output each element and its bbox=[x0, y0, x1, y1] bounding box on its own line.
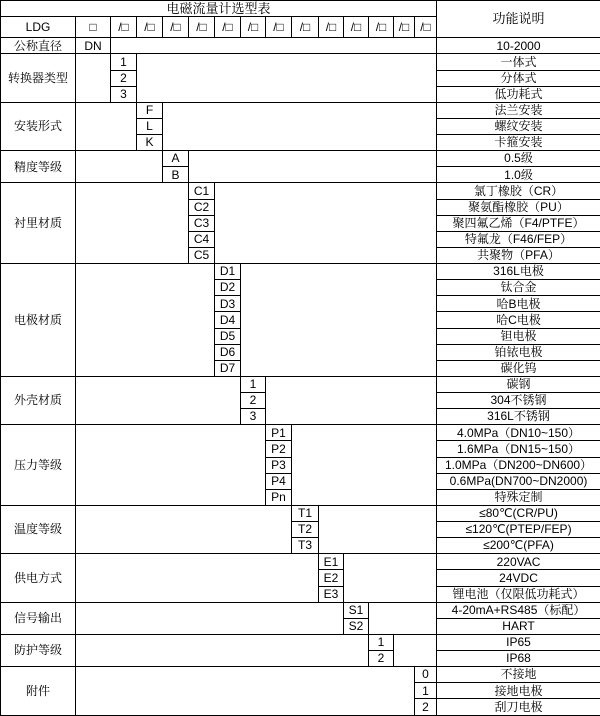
code-cell: Pn bbox=[266, 489, 292, 505]
code-cell: S2 bbox=[344, 618, 369, 634]
code-cell: C3 bbox=[189, 215, 215, 231]
code-cell: P3 bbox=[266, 457, 292, 473]
table-title: 电磁流量计选型表 bbox=[1, 1, 437, 17]
blank-cell bbox=[163, 102, 437, 150]
code-cell: 2 bbox=[241, 393, 266, 409]
blank-cell bbox=[76, 102, 137, 150]
desc-cell: 1.0级 bbox=[437, 167, 600, 183]
blank-cell bbox=[137, 54, 437, 102]
desc-cell: 接地电极 bbox=[437, 683, 600, 699]
desc-cell: ≤120℃(PTEP/FEP) bbox=[437, 522, 600, 538]
desc-cell: 聚氨酯橡胶（PU） bbox=[437, 199, 600, 215]
desc-cell: IP65 bbox=[437, 634, 600, 650]
desc-cell: 24VDC bbox=[437, 570, 600, 586]
code-cell: 2 bbox=[369, 651, 394, 667]
desc-cell: 304不锈钢 bbox=[437, 393, 600, 409]
code-cell: C1 bbox=[189, 183, 215, 199]
code-box-icon: /□ bbox=[163, 17, 189, 38]
code-cell: D1 bbox=[215, 264, 241, 280]
category-cell: 电极材质 bbox=[1, 264, 76, 377]
code-cell: D4 bbox=[215, 312, 241, 328]
desc-cell: 1.6MPa（DN15~150） bbox=[437, 441, 600, 457]
code-cell: T1 bbox=[292, 505, 319, 521]
code-cell: D5 bbox=[215, 328, 241, 344]
desc-cell: 特殊定制 bbox=[437, 489, 600, 505]
code-box-icon: /□ bbox=[344, 17, 369, 38]
table-row bbox=[1, 634, 600, 650]
category-cell: 公称直径 bbox=[1, 38, 76, 54]
category-cell: 安装形式 bbox=[1, 102, 76, 150]
category-cell: 防护等级 bbox=[1, 634, 76, 666]
table-row bbox=[1, 183, 600, 199]
blank-cell bbox=[369, 602, 437, 634]
code-box-icon: /□ bbox=[189, 17, 215, 38]
desc-cell: 0.5级 bbox=[437, 151, 600, 167]
desc-cell: 铂铱电极 bbox=[437, 344, 600, 360]
blank-cell bbox=[215, 183, 437, 264]
table-row bbox=[1, 264, 600, 280]
category-cell: 衬里材质 bbox=[1, 183, 76, 264]
category-cell: 外壳材质 bbox=[1, 376, 76, 424]
desc-cell: 螺纹安装 bbox=[437, 118, 600, 134]
desc-cell: 不接地 bbox=[437, 667, 600, 683]
code-cell: 2 bbox=[415, 699, 437, 716]
desc-cell: HART bbox=[437, 618, 600, 634]
category-cell: 温度等级 bbox=[1, 505, 76, 553]
code-cell: P1 bbox=[266, 425, 292, 441]
table-row bbox=[1, 554, 600, 570]
code-cell: K bbox=[137, 135, 163, 151]
desc-cell: 碳钢 bbox=[437, 376, 600, 392]
table-row bbox=[1, 376, 600, 392]
code-cell: 3 bbox=[111, 86, 137, 102]
code-cell: E3 bbox=[319, 586, 344, 602]
code-cell: E1 bbox=[319, 554, 344, 570]
desc-cell: 锂电池（仅限低功耗式） bbox=[437, 586, 600, 602]
blank-cell bbox=[292, 425, 437, 506]
desc-cell: 哈B电极 bbox=[437, 296, 600, 312]
table-row bbox=[1, 425, 600, 441]
code-cell: C4 bbox=[189, 231, 215, 247]
desc-cell: 一体式 bbox=[437, 54, 600, 70]
desc-cell: 哈C电极 bbox=[437, 312, 600, 328]
code-box-icon: /□ bbox=[292, 17, 319, 38]
desc-cell: 聚四氟乙烯（F4/PTFE） bbox=[437, 215, 600, 231]
table-row bbox=[1, 54, 600, 70]
code-cell: D6 bbox=[215, 344, 241, 360]
desc-cell: 4.0MPa（DN10~150） bbox=[437, 425, 600, 441]
blank-cell bbox=[111, 38, 437, 54]
desc-cell: 分体式 bbox=[437, 70, 600, 86]
code-cell: 1 bbox=[369, 634, 394, 650]
table-row bbox=[1, 38, 600, 54]
code-cell: L bbox=[137, 118, 163, 134]
blank-cell bbox=[76, 264, 215, 377]
desc-cell: IP68 bbox=[437, 651, 600, 667]
code-cell: B bbox=[163, 167, 189, 183]
code-cell: D2 bbox=[215, 280, 241, 296]
desc-cell: 碳化钨 bbox=[437, 360, 600, 376]
category-cell: 压力等级 bbox=[1, 425, 76, 506]
code-cell: 2 bbox=[111, 70, 137, 86]
code-box-icon: /□ bbox=[241, 17, 266, 38]
code-box-icon: /□ bbox=[111, 17, 137, 38]
desc-cell: 316L不锈钢 bbox=[437, 409, 600, 425]
code-cell: E2 bbox=[319, 570, 344, 586]
code-cell: 1 bbox=[415, 683, 437, 699]
code-cell: C5 bbox=[189, 247, 215, 263]
desc-cell: 220VAC bbox=[437, 554, 600, 570]
desc-cell: 刮刀电极 bbox=[437, 699, 600, 716]
table-row bbox=[1, 602, 600, 618]
desc-cell: 316L电极 bbox=[437, 264, 600, 280]
blank-cell bbox=[76, 151, 163, 183]
desc-cell: 氯丁橡胶（CR） bbox=[437, 183, 600, 199]
category-cell: 附件 bbox=[1, 667, 76, 716]
desc-cell: ≤80℃(CR/PU) bbox=[437, 505, 600, 521]
selection-table-body bbox=[1, 1, 600, 716]
desc-cell: ≤200℃(PFA) bbox=[437, 538, 600, 554]
blank-cell bbox=[319, 505, 437, 553]
code-box-icon: /□ bbox=[215, 17, 241, 38]
code-box-icon: □ bbox=[76, 17, 111, 38]
code-cell: S1 bbox=[344, 602, 369, 618]
blank-cell bbox=[241, 264, 437, 377]
blank-cell bbox=[76, 505, 292, 553]
desc-cell: 卡箍安装 bbox=[437, 135, 600, 151]
desc-cell: 低功耗式 bbox=[437, 86, 600, 102]
desc-cell: 4-20mA+RS485（标配） bbox=[437, 602, 600, 618]
table-row bbox=[1, 102, 600, 118]
code-cell: P2 bbox=[266, 441, 292, 457]
blank-cell bbox=[76, 54, 111, 102]
code-cell: T2 bbox=[292, 522, 319, 538]
blank-cell bbox=[76, 554, 319, 602]
desc-cell: 钛合金 bbox=[437, 280, 600, 296]
code-cell: 1 bbox=[241, 376, 266, 392]
code-box-icon: /□ bbox=[415, 17, 437, 38]
model-prefix: LDG bbox=[1, 17, 76, 38]
function-description-header: 功能说明 bbox=[437, 1, 600, 38]
table-row bbox=[1, 1, 600, 17]
code-cell: A bbox=[163, 151, 189, 167]
code-box-icon: /□ bbox=[137, 17, 163, 38]
desc-cell: 特氟龙（F46/FEP） bbox=[437, 231, 600, 247]
desc-cell: 共聚物（PFA） bbox=[437, 247, 600, 263]
blank-cell bbox=[189, 151, 437, 183]
table-row bbox=[1, 667, 600, 683]
blank-cell bbox=[76, 634, 369, 666]
code-cell: C2 bbox=[189, 199, 215, 215]
blank-cell bbox=[76, 602, 344, 634]
blank-cell bbox=[76, 376, 241, 424]
code-cell: T3 bbox=[292, 538, 319, 554]
blank-cell bbox=[76, 667, 415, 716]
desc-cell: 钽电极 bbox=[437, 328, 600, 344]
code-cell: 3 bbox=[241, 409, 266, 425]
code-cell: D7 bbox=[215, 360, 241, 376]
table-row bbox=[1, 505, 600, 521]
code-cell: P4 bbox=[266, 473, 292, 489]
desc-cell: 10-2000 bbox=[437, 38, 600, 54]
code-cell: 1 bbox=[111, 54, 137, 70]
code-cell: 0 bbox=[415, 667, 437, 683]
blank-cell bbox=[76, 183, 189, 264]
code-cell: D3 bbox=[215, 296, 241, 312]
table-row bbox=[1, 151, 600, 167]
category-cell: 转换器类型 bbox=[1, 54, 76, 102]
code-box-icon: /□ bbox=[369, 17, 394, 38]
code-box-icon: /□ bbox=[394, 17, 415, 38]
blank-cell bbox=[266, 376, 437, 424]
category-cell: 供电方式 bbox=[1, 554, 76, 602]
blank-cell bbox=[394, 634, 437, 666]
blank-cell bbox=[344, 554, 437, 602]
desc-cell: 法兰安装 bbox=[437, 102, 600, 118]
desc-cell: 1.0MPa（DN200~DN600） bbox=[437, 457, 600, 473]
code-cell: DN bbox=[76, 38, 111, 54]
code-box-icon: /□ bbox=[319, 17, 344, 38]
category-cell: 精度等级 bbox=[1, 151, 76, 183]
desc-cell: 0.6MPa(DN700~DN2000) bbox=[437, 473, 600, 489]
code-cell: F bbox=[137, 102, 163, 118]
category-cell: 信号输出 bbox=[1, 602, 76, 634]
code-box-icon: /□ bbox=[266, 17, 292, 38]
blank-cell bbox=[76, 425, 266, 506]
